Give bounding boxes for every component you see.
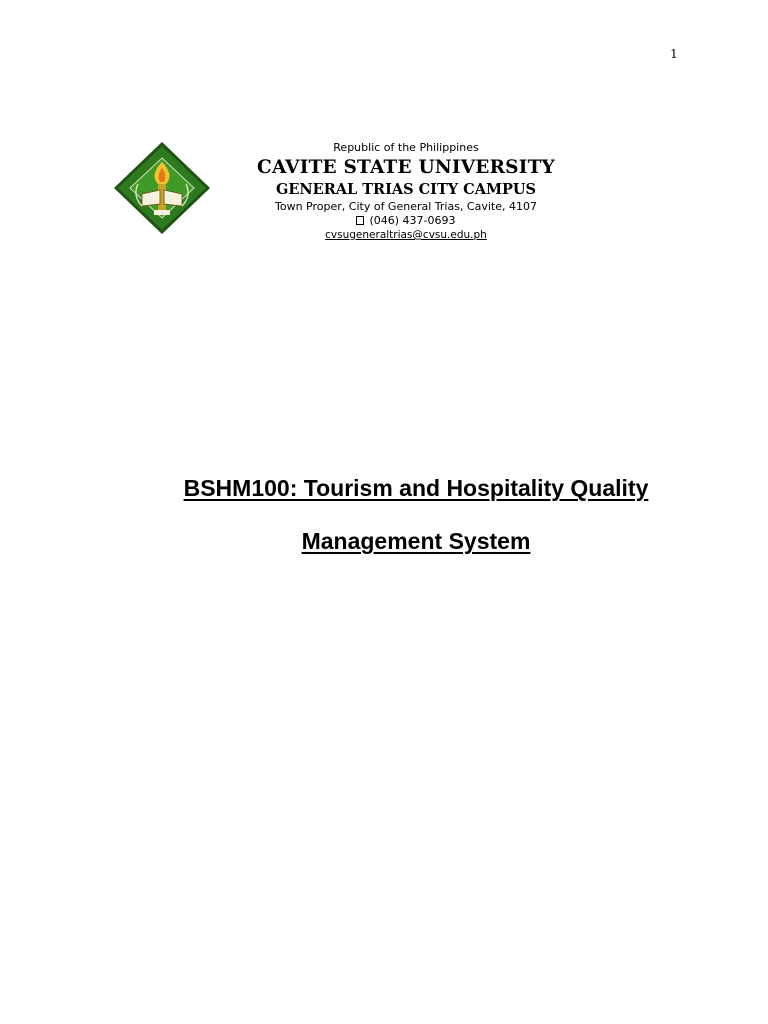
phone-line: [208, 214, 604, 228]
university-seal-icon: [112, 140, 212, 236]
campus-address: Town Proper, City of General Trias, Cavite, 4107: [275, 200, 537, 213]
letterhead: [208, 140, 604, 242]
title-line-2: Management System: [301, 528, 531, 554]
phone-number: (046) 437-0693: [369, 214, 456, 227]
phone-icon: [356, 216, 364, 225]
title-line-1: BSHM100: Tourism and Hospitality Quality: [183, 475, 649, 501]
republic-line: Republic of the Philippines: [333, 141, 479, 154]
document-title: [150, 462, 682, 568]
email-link[interactable]: cvsugeneraltrias@cvsu.edu.ph: [325, 229, 487, 241]
page-number: 1: [670, 47, 678, 61]
campus-name: GENERAL TRIAS CITY CAMPUS: [275, 181, 537, 198]
university-name: CAVITE STATE UNIVERSITY: [257, 157, 555, 178]
